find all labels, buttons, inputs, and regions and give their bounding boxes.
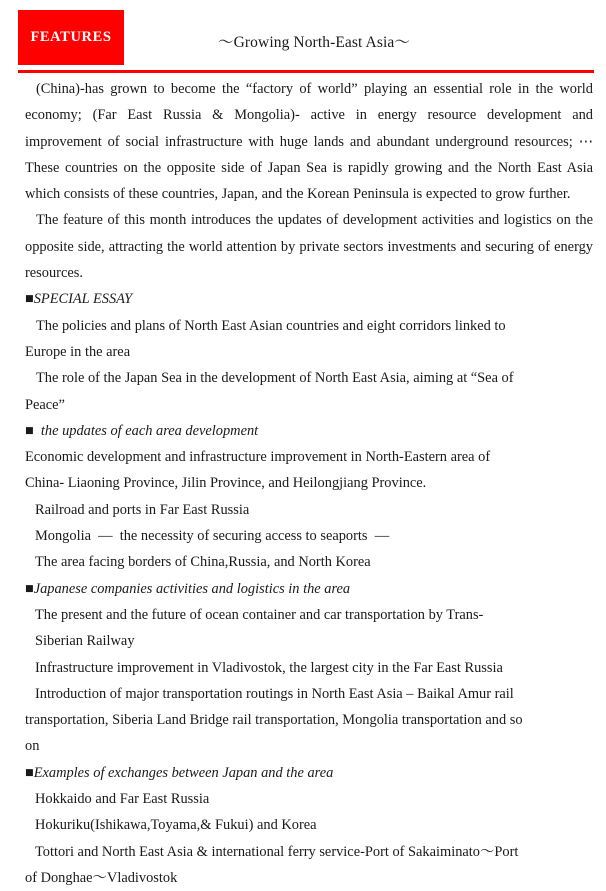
- list-item: Tottori and North East Asia & international ferry service-Port of Sakaiminato〜Port: [35, 843, 519, 860]
- list-item-cont: of Donghae〜Vladivostok: [25, 869, 178, 886]
- list-item: Hokuriku(Ishikawa,Toyama,& Fukui) and Korea: [35, 817, 317, 834]
- list-item: The role of the Japan Sea in the development of North East Asia, aiming at “Sea of: [36, 370, 514, 387]
- features-badge-label: FEATURES: [30, 29, 112, 45]
- article-body: [0, 76, 606, 891]
- section-heading-special-essay: [25, 286, 593, 312]
- list-item: The present and the future of ocean container and car transportation by Trans-: [35, 606, 484, 623]
- page-header: [0, 0, 606, 76]
- square-bullet-icon: ■: [25, 764, 34, 781]
- section-heading-label: the updates of each area development: [33, 422, 259, 439]
- intro-paragraph-2: The feature of this month introduces the updates of development activities and logistics on the opposite side, attracting the world attention by private sectors investments and securing of energy resources.: [25, 212, 593, 282]
- section-heading-label: SPECIAL ESSAY: [33, 291, 133, 308]
- square-bullet-icon: ■: [25, 422, 34, 439]
- list-item: The area facing borders of China,Russia, and North Korea: [35, 554, 371, 571]
- square-bullet-icon: ■: [25, 580, 34, 597]
- header-divider: [18, 70, 594, 73]
- list-item-cont: on: [25, 738, 40, 755]
- section-heading-label: Japanese companies activities and logistics in the area: [33, 580, 351, 597]
- list-item-cont: Peace”: [25, 396, 65, 413]
- list-item-cont: Europe in the area: [25, 343, 131, 360]
- list-item: Mongolia — the necessity of securing access to seaports —: [35, 528, 390, 545]
- list-item-cont: Siberian Railway: [35, 633, 135, 650]
- list-item: Infrastructure improvement in Vladivostok, the largest city in the Far East Russia: [35, 659, 503, 676]
- square-bullet-icon: ■: [25, 291, 34, 308]
- list-item: Introduction of major transportation routings in North East Asia – Baikal Amur rail: [35, 685, 514, 702]
- section-heading-japanese-companies: [25, 576, 593, 602]
- section-heading-exchanges: [25, 760, 593, 786]
- list-item-cont: transportation, Siberia Land Bridge rail transportation, Mongolia transportation and so: [25, 712, 523, 729]
- page-title: 〜Growing North-East Asia〜: [218, 34, 410, 51]
- list-item: Hokkaido and Far East Russia: [35, 791, 210, 808]
- section-heading-area-development: [25, 418, 593, 444]
- list-item-cont: China- Liaoning Province, Jilin Province, and Heilongjiang Province.: [25, 475, 427, 492]
- list-item: Economic development and infrastructure improvement in North-Eastern area of: [25, 449, 491, 466]
- intro-paragraph-1: (China)-has grown to become the “factory of world” playing an essential role in the world economy; (Far East Russia & Mongolia)- active in energy resource development and improvement of social infrastructure with huge lands and abundant underground resources; ⋯ These countries on the opposite side of Japan Sea is rapidly growing and the North East Asia which consists of these countries, Japan, and the Korean Peninsula is expected to grow further.: [25, 81, 593, 203]
- list-item: The policies and plans of North East Asian countries and eight corridors linked to: [36, 317, 506, 334]
- list-item: Railroad and ports in Far East Russia: [35, 501, 250, 518]
- section-heading-label: Examples of exchanges between Japan and the area: [33, 764, 334, 781]
